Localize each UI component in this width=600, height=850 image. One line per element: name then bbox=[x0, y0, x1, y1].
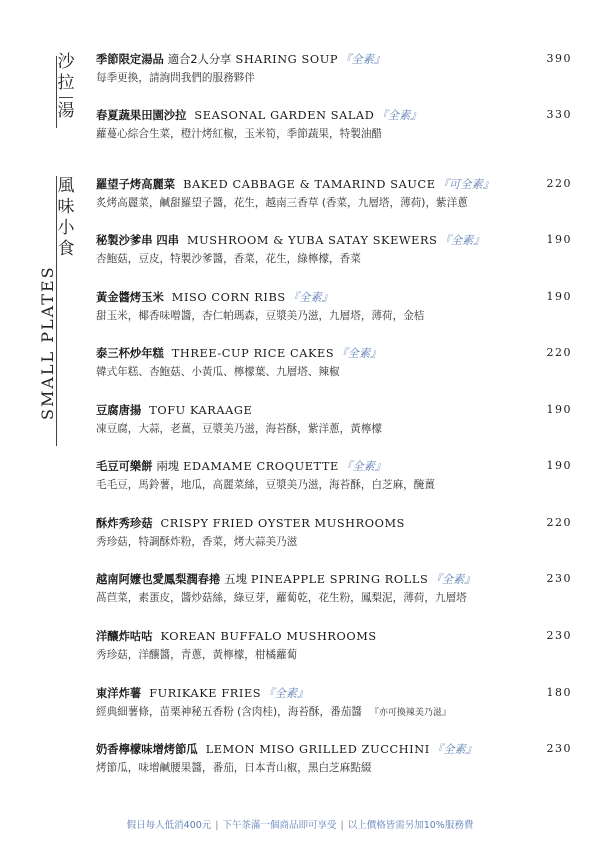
item-ingredients: 秀珍菇，洋釀醬，青蔥，黃檸檬，柑橘蘿蔔 bbox=[96, 649, 298, 661]
item-name-zh: 泰三杯炒年糕 bbox=[96, 347, 164, 360]
item-name-en: KOREAN BUFFALO MUSHROOMS bbox=[160, 630, 377, 643]
item-name-en: LEMON MISO GRILLED ZUCCHINI bbox=[205, 743, 430, 756]
section-char: 食 bbox=[57, 239, 75, 259]
footer-separator: | bbox=[340, 820, 344, 831]
menu-item bbox=[96, 742, 572, 777]
item-price: 180 bbox=[546, 686, 572, 699]
item-description bbox=[96, 648, 556, 664]
section-divider bbox=[59, 97, 73, 98]
item-ingredients: 每季更換，請詢問我們的服務夥伴 bbox=[96, 72, 255, 84]
item-price: 230 bbox=[546, 629, 572, 642]
item-name-zh: 秘製沙爹串 四串 bbox=[96, 234, 180, 247]
item-title bbox=[96, 290, 556, 306]
item-name-en: SHARING SOUP bbox=[235, 53, 339, 66]
item-description bbox=[96, 127, 556, 143]
item-vegan-tag: 『可全素』 bbox=[437, 178, 495, 191]
item-title bbox=[96, 52, 556, 68]
item-description bbox=[96, 761, 556, 777]
item-description bbox=[96, 196, 556, 212]
menu-item bbox=[96, 686, 572, 721]
menu-item bbox=[96, 177, 572, 212]
section-char: 湯 bbox=[57, 101, 75, 121]
item-ingredients: 甜玉米，椰香味噌醬，杏仁帕瑪森，豆漿美乃滋，九層塔，薄荷，金桔 bbox=[96, 310, 425, 322]
item-name-zh: 羅望子烤高麗菜 bbox=[96, 178, 176, 191]
item-ingredients: 烤節瓜，味增鹹腰果醬，番茄，日本青山椒，黑白芝麻點綴 bbox=[96, 762, 372, 774]
item-note: 『亦可換辣美乃滋』 bbox=[369, 708, 451, 718]
item-price: 190 bbox=[546, 233, 572, 246]
item-price: 220 bbox=[546, 516, 572, 529]
item-price: 330 bbox=[546, 108, 572, 121]
item-vegan-tag: 『全素』 bbox=[431, 743, 477, 756]
menu-item bbox=[96, 52, 572, 87]
item-name-en: MISO CORN RIBS bbox=[171, 291, 286, 304]
item-portion: 兩塊 bbox=[156, 460, 180, 473]
item-name-en: EDAMAME CROQUETTE bbox=[183, 460, 339, 473]
item-name-zh: 黃金醬烤玉米 bbox=[96, 291, 164, 304]
item-vegan-tag: 『全素』 bbox=[439, 234, 485, 247]
item-vegan-tag: 『全素』 bbox=[340, 53, 386, 66]
menu-item bbox=[96, 108, 572, 143]
menu-item bbox=[96, 403, 572, 438]
item-ingredients: 韓式年糕、杏鮑菇、小黃瓜、檸檬葉、九層塔、辣椒 bbox=[96, 366, 340, 378]
item-ingredients: 杏鮑菇，豆皮，特製沙爹醬，香菜，花生，綠檸檬，香菜 bbox=[96, 253, 361, 265]
item-description bbox=[96, 365, 556, 381]
item-price: 230 bbox=[546, 572, 572, 585]
item-title bbox=[96, 403, 556, 419]
footer-separator: | bbox=[215, 820, 219, 831]
footer-service-charge: 以上價格皆需另加10%服務費 bbox=[347, 820, 474, 831]
item-title bbox=[96, 686, 556, 702]
item-price: 230 bbox=[546, 742, 572, 755]
item-title bbox=[96, 233, 556, 249]
item-title bbox=[96, 108, 556, 124]
menu-item bbox=[96, 459, 572, 494]
item-price: 190 bbox=[546, 459, 572, 472]
item-name-en: BAKED CABBAGE & TAMARIND SAUCE bbox=[183, 178, 436, 191]
footer-min-spend: 假日每人低消400元 bbox=[126, 820, 212, 831]
section-rule bbox=[56, 56, 57, 128]
item-name-zh: 毛豆可樂餅 bbox=[96, 460, 153, 473]
item-portion: 五塊 bbox=[224, 573, 247, 586]
item-description bbox=[96, 705, 556, 721]
menu-item bbox=[96, 572, 572, 607]
item-name-en: TOFU KARAAGE bbox=[149, 404, 253, 417]
item-title bbox=[96, 516, 556, 532]
item-title bbox=[96, 459, 556, 475]
item-vegan-tag: 『全素』 bbox=[376, 109, 422, 122]
item-price: 220 bbox=[546, 177, 572, 190]
item-price: 390 bbox=[546, 52, 572, 65]
menu-item bbox=[96, 346, 572, 381]
item-price: 190 bbox=[546, 290, 572, 303]
item-name-en: MUSHROOM & YUBA SATAY SKEWERS bbox=[187, 234, 438, 247]
item-title bbox=[96, 177, 556, 193]
footer-afternoon-tea: 下午茶滿一個商品即可享受 bbox=[222, 820, 337, 831]
item-vegan-tag: 『全素』 bbox=[336, 347, 382, 360]
item-name-zh: 季節限定湯品 bbox=[96, 53, 164, 66]
item-description bbox=[96, 591, 556, 607]
footer-notice bbox=[0, 817, 600, 831]
item-vegan-tag: 『全素』 bbox=[340, 460, 387, 473]
item-ingredients: 凍豆腐，大蒜，老薑，豆漿美乃滋，海苔酥，紫洋蔥，黃檸檬 bbox=[96, 423, 383, 435]
item-vegan-tag: 『全素』 bbox=[430, 573, 476, 586]
item-description bbox=[96, 71, 556, 87]
menu-item bbox=[96, 290, 572, 325]
item-description bbox=[96, 252, 556, 268]
item-title bbox=[96, 742, 556, 758]
section-char: 味 bbox=[57, 197, 75, 217]
item-name-en: THREE-CUP RICE CAKES bbox=[171, 347, 335, 360]
item-vegan-tag: 『全素』 bbox=[263, 687, 309, 700]
section-title-small-plates: SMALL PLATES bbox=[38, 265, 57, 420]
item-title bbox=[96, 629, 556, 645]
item-description bbox=[96, 535, 556, 551]
item-price: 190 bbox=[546, 403, 572, 416]
item-name-en: PINEAPPLE SPRING ROLLS bbox=[250, 573, 429, 586]
item-portion: 適合2人分享 bbox=[167, 53, 232, 66]
item-name-zh: 洋釀炸咕咕 bbox=[96, 630, 153, 643]
item-price: 220 bbox=[546, 346, 572, 359]
item-name-zh: 豆腐唐揚 bbox=[96, 404, 142, 417]
item-name-en: FURIKAKE FRIES bbox=[149, 687, 262, 700]
section-char: 拉 bbox=[57, 73, 75, 93]
item-description bbox=[96, 309, 556, 325]
item-ingredients: 蘿蔓心綜合生菜，橙汁烤紅椒，玉米筍，季節蔬果，特製油醋 bbox=[96, 128, 383, 140]
item-name-zh: 奶香檸檬味增烤節瓜 bbox=[96, 743, 198, 756]
item-ingredients: 炙烤高麗菜，鹹甜羅望子醬，花生，越南三香草 (香菜，九層塔，薄荷)，紫洋蔥 bbox=[96, 197, 468, 209]
item-title bbox=[96, 346, 556, 362]
item-ingredients: 毛毛豆，馬鈴薯，地瓜，高麗菜絲，豆漿美乃滋，海苔酥，白芝麻，醃薑 bbox=[96, 479, 435, 491]
item-name-zh: 越南阿嬤也愛鳳梨潤春捲 bbox=[96, 573, 221, 586]
item-title bbox=[96, 572, 556, 588]
item-ingredients: 經典細薯條，苗栗神秘五香粉 (含肉桂)，海苔酥，番茄醬 bbox=[96, 706, 362, 718]
item-name-en: CRISPY FRIED OYSTER MUSHROOMS bbox=[160, 517, 405, 530]
menu-item bbox=[96, 629, 572, 664]
section-char: 風 bbox=[57, 176, 75, 196]
item-name-zh: 春夏蔬果田園沙拉 bbox=[96, 109, 187, 122]
item-name-zh: 酥炸秀珍菇 bbox=[96, 517, 153, 530]
item-name-zh: 東洋炸薯 bbox=[96, 687, 142, 700]
item-ingredients: 萵苣菜，素蛋皮，醬炒菇絲，綠豆芽，蘿蔔乾，花生粉，鳳梨泥，薄荷，九層塔 bbox=[96, 592, 467, 604]
item-description bbox=[96, 478, 556, 494]
section-char: 小 bbox=[57, 218, 75, 238]
menu-item bbox=[96, 516, 572, 551]
item-name-en: SEASONAL GARDEN SALAD bbox=[194, 109, 375, 122]
section-char: 沙 bbox=[57, 52, 75, 72]
menu-item bbox=[96, 233, 572, 268]
item-description bbox=[96, 422, 556, 438]
item-ingredients: 秀珍菇，特調酥炸粉，香菜，烤大蒜美乃滋 bbox=[96, 536, 298, 548]
item-vegan-tag: 『全素』 bbox=[287, 291, 333, 304]
